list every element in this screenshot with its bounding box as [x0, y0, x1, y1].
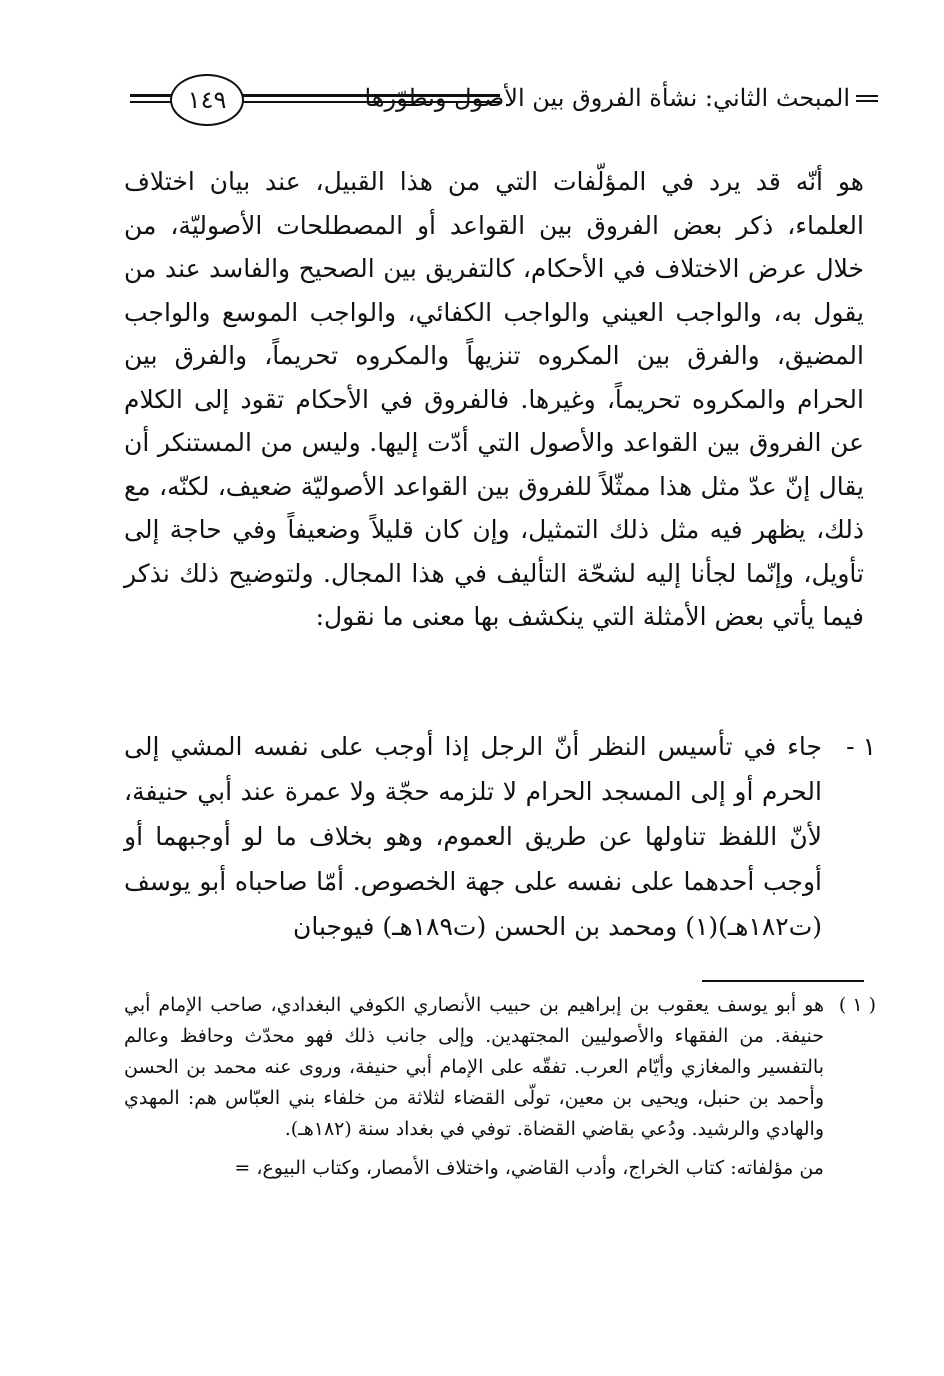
numbered-example	[124, 724, 876, 949]
footnote-mark: ( ١ )	[838, 994, 876, 1016]
header-title-text: المبحث الثاني: نشأة الفروق بين الأصول وتطوّرها	[364, 84, 850, 112]
page-number: ١٤٩	[170, 74, 244, 126]
header-ornament-dash	[856, 95, 878, 102]
footnotes	[124, 990, 876, 1184]
example-text: جاء في تأسيس النظر أنّ الرجل إذا أوجب على نفسه المشي إلى الحرم أو إلى المسجد الحرام لا تلزمه حجّة ولا عمرة عند أبي حنيفة، لأنّ اللفظ تناولها عن طريق العموم، وهو بخلاف ما لو أوجبهما أو أوجب أحدهما على نفسه على جهة الخصوص. أمّا صاحباه أبو يوسف (ت١٨٢هـ)(١) ومحمد بن الحسن (ت١٨٩هـ) فيوجبان	[124, 732, 822, 941]
paragraph-text: هو أنّه قد يرد في المؤلّفات التي من هذا القبيل، عند بيان اختلاف العلماء، ذكر بعض الفروق بين القواعد أو المصطلحات الأصوليّة، من خلال عرض الاختلاف في الأحكام، كالتفريق بين الصحيح والفاسد عند من يقول به، والواجب العيني والواجب الكفائي، والواجب الموسع والواجب المضيق، والفرق بين المكروه تنزيهاً والمكروه تحريماً، والفرق بين الحرام والمكروه تحريماً، وغيرها. فالفروق في الأحكام تقود إلى الكلام عن الفروق بين القواعد والأصول التي أدّت إليها. وليس من المستنكر أن يقال إنّ عدّ مثل هذا ممثّلاً للفروق بين القواعد الأصوليّة ضعيف، لكنّه، مع ذلك، يظهر فيه مثل ذلك التمثيل، وإن كان قليلاً وضعيفاً وفي حاجة إلى تأويل، وإنّما لجأنا إليه لشحّة التأليف في هذا المجال. ولتوضيح ذلك نذكر فيما يأتي بعض الأمثلة التي ينكشف بها معنى ما نقول:	[124, 167, 864, 631]
footnote-separator	[702, 980, 864, 982]
header-double-rule-left	[130, 94, 172, 103]
header-double-rule	[238, 94, 500, 103]
main-paragraph	[124, 160, 864, 639]
running-header	[118, 72, 878, 128]
example-number: ١ -	[846, 732, 876, 761]
footnote-text: هو أبو يوسف يعقوب بن إبراهيم بن حبيب الأنصاري الكوفي البغدادي، صاحب الإمام أبي حنيفة. من الفقهاء والأصوليين المجتهدين. وإلى جانب ذلك فهو محدّث وحافظ وعالم بالتفسير والمغازي وأيّام العرب. تفقّه على الإمام أبي حنيفة، وروى عنه محمد بن الحسن وأحمد بن حنبل، ويحيى بن معين، تولّى القضاء لثلاثة من خلفاء بني العبّاس هم: المهدي والهادي والرشيد. ودُعي بقاضي القضاة. توفي في بغداد سنة (١٨٢هـ).	[124, 994, 824, 1140]
footnote-continuation: من مؤلفاته: كتاب الخراج، وأدب القاضي، واختلاف الأمصار، وكتاب البيوع، =	[234, 1157, 824, 1179]
